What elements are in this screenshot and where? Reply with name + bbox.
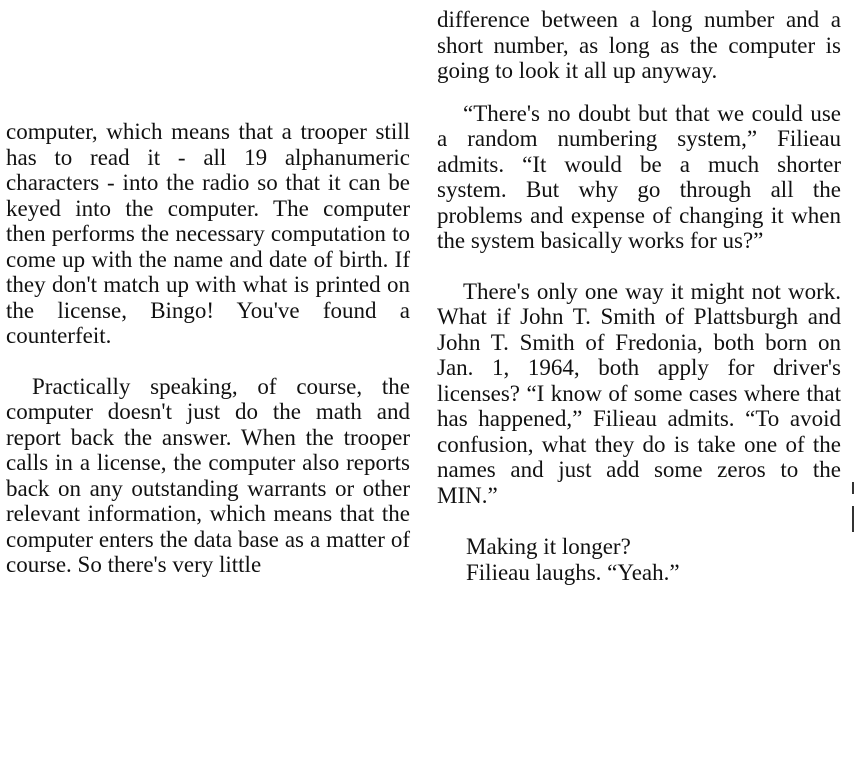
left-column <box>6 119 410 578</box>
closing-exchange <box>437 534 841 585</box>
scan-edge-mark <box>852 482 854 494</box>
body-paragraph: “There's no doubt but that we could use a random numbering system,” Filieau admits. “It would be a much shorter system. But why go through all the problems and expense of changing it when the system basically works for us?” <box>437 100 841 253</box>
right-column <box>437 7 841 585</box>
closing-line: Filieau laughs. “Yeah.” <box>466 559 680 585</box>
body-paragraph: Practically speaking, of course, the computer doesn't just do the math and report back the answer. When the trooper calls in a license, the computer also reports back on any outstanding warrants or other relevant information, which means that the computer enters the data base as a matter of course. So there's very little <box>6 373 410 577</box>
closing-line: Making it longer? <box>466 534 631 559</box>
scan-edge-mark <box>852 506 854 532</box>
body-paragraph: computer, which means that a trooper still has to read it - all 19 alphanumeric characters - into the radio so that it can be keyed into the computer. The computer then performs the necessary computation to come up with the name and date of birth. If they don't match up with what is printed on the license, Bingo! You've found a counterfeit. <box>6 119 410 348</box>
body-paragraph: There's only one way it might not work. What if John T. Smith of Plattsburgh and John T. Smith of Fredonia, both born on Jan. 1, 1964, both apply for driver's licenses? “I know of some cases where that has happened,” Filieau admits. “To avoid confusion, what they do is take one of the names and just add some zeros to the MIN.” <box>437 278 841 508</box>
body-paragraph: difference between a long number and a short number, as long as the computer is going to look it all up anyway. <box>437 7 841 83</box>
